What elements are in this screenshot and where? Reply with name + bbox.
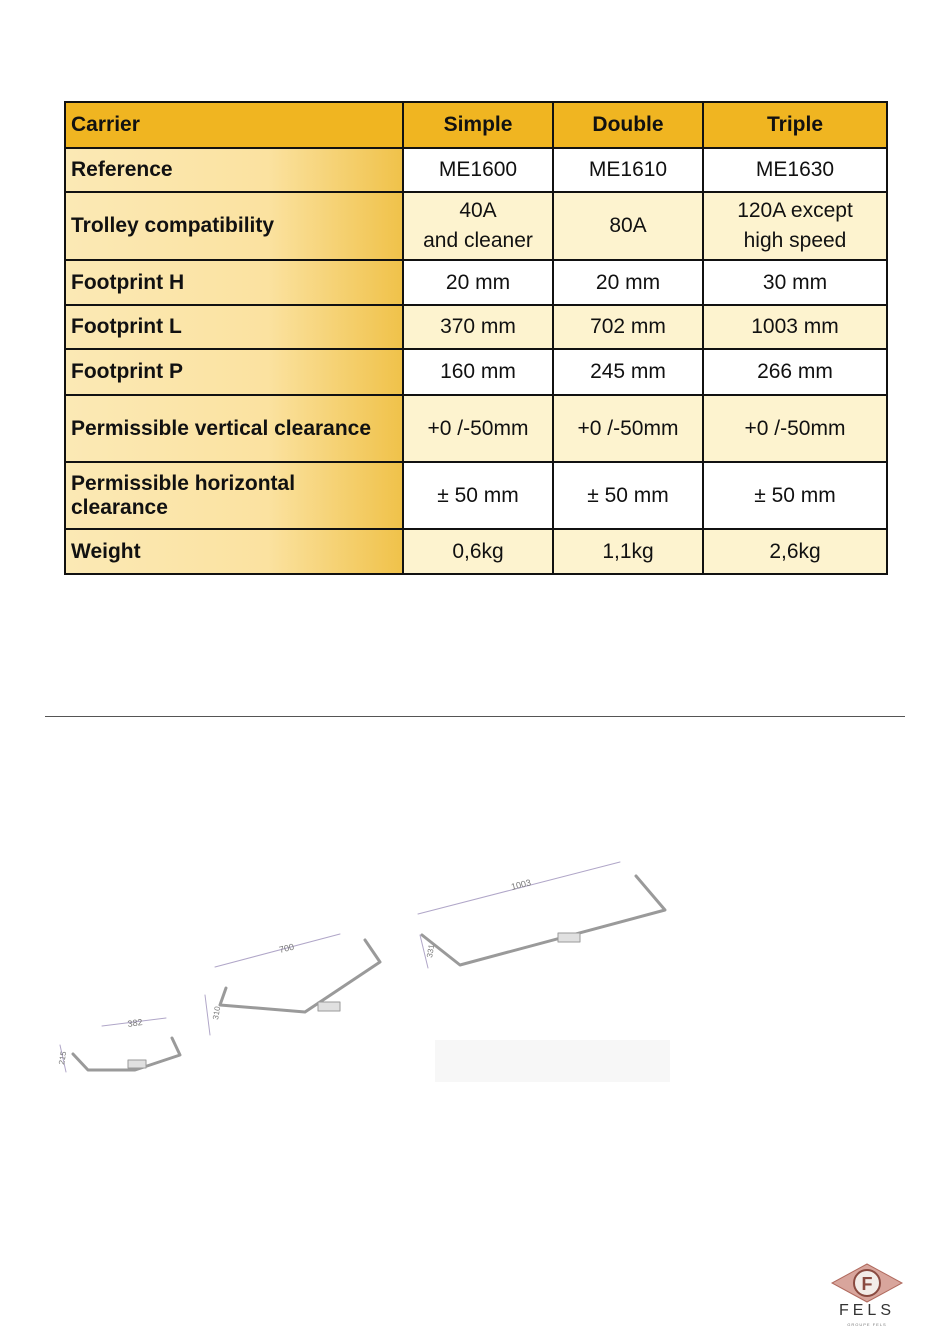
logo-letter: F — [861, 1274, 873, 1294]
cell-footprint-h-double: 20 mm — [553, 260, 703, 305]
fels-emblem-icon — [826, 1262, 908, 1304]
header-simple: Simple — [403, 102, 553, 148]
cell-footprint-p-simple: 160 mm — [403, 349, 553, 395]
table-row — [65, 148, 887, 192]
cell-footprint-l-triple: 1003 mm — [703, 305, 887, 349]
table-row — [65, 462, 887, 529]
logo-subtitle: GROUPE FELS — [847, 1322, 887, 1327]
row-label-vertical-clearance: Permissible vertical clearance — [65, 395, 403, 462]
cell-weight-simple: 0,6kg — [403, 529, 553, 574]
simple-carrier-drawing — [60, 1018, 180, 1072]
row-label-horizontal-clearance — [65, 462, 403, 529]
row-label-footprint-l: Footprint L — [65, 305, 403, 349]
row-label-footprint-h: Footprint H — [65, 260, 403, 305]
header-carrier: Carrier — [65, 102, 403, 148]
cell-reference-double: ME1610 — [553, 148, 703, 192]
cell-trolley-double — [553, 192, 703, 260]
cell-footprint-p-double: 245 mm — [553, 349, 703, 395]
row-label-reference: Reference — [65, 148, 403, 192]
cell-trolley-triple — [703, 192, 887, 260]
simple-length-label: 382 — [126, 1016, 144, 1029]
fels-logo — [826, 1262, 908, 1342]
simple-depth-label: 215 — [57, 1050, 69, 1066]
cell-line: 40A — [459, 199, 497, 222]
header-triple: Triple — [703, 102, 887, 148]
cell-footprint-h-simple: 20 mm — [403, 260, 553, 305]
shadow-reflection — [435, 1040, 670, 1082]
cell-horizontal-double: ± 50 mm — [553, 462, 703, 529]
cell-line: and cleaner — [423, 229, 533, 252]
cell-vertical-triple: +0 /-50mm — [703, 395, 887, 462]
table-row — [65, 305, 887, 349]
cell-vertical-simple: +0 /-50mm — [403, 395, 553, 462]
logo-wordmark: FELS — [838, 1302, 895, 1319]
cell-line: 80A — [609, 214, 647, 237]
section-divider — [45, 716, 905, 717]
table-row — [65, 529, 887, 574]
table-row — [65, 395, 887, 462]
cell-footprint-h-triple: 30 mm — [703, 260, 887, 305]
header-double: Double — [553, 102, 703, 148]
label-line: Permissible horizontal — [71, 471, 296, 495]
table-row — [65, 349, 887, 395]
triple-carrier-drawing — [418, 862, 665, 968]
cell-horizontal-triple: ± 50 mm — [703, 462, 887, 529]
row-label-footprint-p: Footprint P — [65, 349, 403, 395]
cell-reference-triple: ME1630 — [703, 148, 887, 192]
cell-weight-triple: 2,6kg — [703, 529, 887, 574]
triple-depth-label: 331 — [425, 943, 437, 959]
cell-footprint-l-double: 702 mm — [553, 305, 703, 349]
triple-length-label: 1003 — [510, 877, 532, 892]
cell-horizontal-simple: ± 50 mm — [403, 462, 553, 529]
carrier-spec-table — [64, 101, 888, 575]
cell-trolley-simple — [403, 192, 553, 260]
table-row — [65, 260, 887, 305]
cell-reference-simple: ME1600 — [403, 148, 553, 192]
row-label-trolley-compatibility: Trolley compatibility — [65, 192, 403, 260]
table-row — [65, 192, 887, 260]
double-depth-label: 310 — [211, 1005, 223, 1021]
label-line: clearance — [71, 495, 168, 519]
cell-footprint-p-triple: 266 mm — [703, 349, 887, 395]
cell-footprint-l-simple: 370 mm — [403, 305, 553, 349]
table-header-row — [65, 102, 887, 148]
row-label-weight: Weight — [65, 529, 403, 574]
cell-weight-double: 1,1kg — [553, 529, 703, 574]
cell-line: high speed — [743, 229, 847, 252]
carrier-drawings — [40, 840, 690, 1100]
cell-vertical-double: +0 /-50mm — [553, 395, 703, 462]
double-length-label: 700 — [278, 941, 296, 955]
cell-line: 120A except — [737, 199, 853, 222]
